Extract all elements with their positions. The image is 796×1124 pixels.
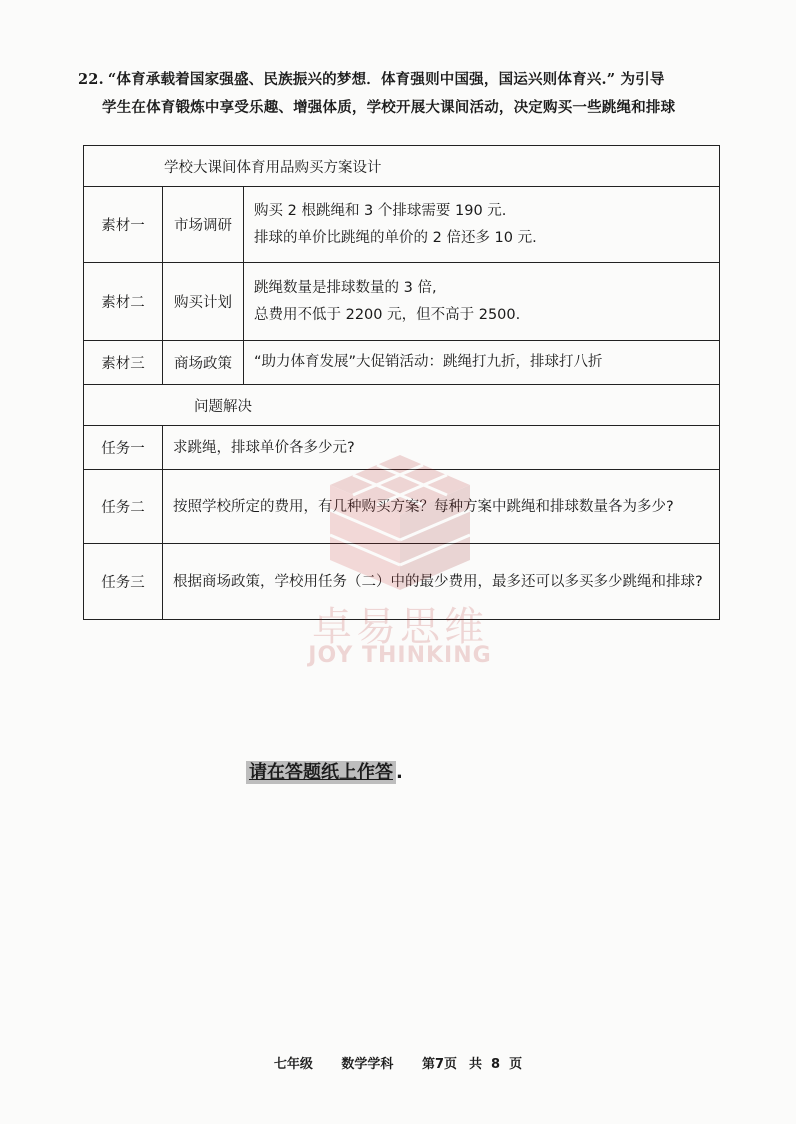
question-line-1: “体育承载着国家强盛、民族振兴的梦想．体育强则中国强，国运兴则体育兴.” 为引导 xyxy=(107,71,665,88)
material-sub: 购买计划 xyxy=(163,263,244,341)
answer-note-suffix: . xyxy=(396,762,403,783)
material-content xyxy=(244,341,720,385)
material-line: 排球的单价比跳绳的单价的 2 倍还多 10 元. xyxy=(254,229,537,246)
material-line: 购买 2 根跳绳和 3 个排球需要 190 元. xyxy=(254,202,507,219)
material-label: 素材一 xyxy=(84,187,163,263)
watermark-chinese: 卓易思维 xyxy=(312,604,488,650)
task-row-3 xyxy=(84,544,720,620)
material-line: 总费用不低于 2200 元，但不高于 2500. xyxy=(254,306,521,323)
task-label: 任务一 xyxy=(84,426,163,470)
material-content xyxy=(244,187,720,263)
task-row-2 xyxy=(84,470,720,544)
task-text: 按照学校所定的费用，有几种购买方案？每种方案中跳绳和排球数量各为多少? xyxy=(163,470,720,544)
footer-subject: 数学学科 xyxy=(341,1057,394,1072)
material-line: 跳绳数量是排球数量的 3 倍, xyxy=(254,279,437,296)
material-row-2 xyxy=(84,263,720,341)
material-label: 素材二 xyxy=(84,263,163,341)
footer-grade: 七年级 xyxy=(273,1057,313,1072)
plan-table xyxy=(83,145,720,620)
material-line: “助力体育发展”大促销活动：跳绳打九折，排球打八折 xyxy=(254,354,603,370)
material-row-1 xyxy=(84,187,720,263)
answer-note-text: 请在答题纸上作答 xyxy=(246,761,396,784)
question-number: 22. xyxy=(78,71,104,88)
answer-note xyxy=(246,758,403,784)
task-label: 任务三 xyxy=(84,544,163,620)
footer-page: 第7页 xyxy=(421,1057,457,1072)
material-row-3 xyxy=(84,341,720,385)
task-row-1 xyxy=(84,426,720,470)
question-line-2: 学生在体育锻炼中享受乐趣、增强体质，学校开展大课间活动，决定购买一些跳绳和排球 xyxy=(102,99,676,116)
task-label: 任务二 xyxy=(84,470,163,544)
page-footer xyxy=(0,1053,796,1072)
section-row xyxy=(84,385,720,426)
section-title: 问题解决 xyxy=(84,385,720,426)
material-content xyxy=(244,263,720,341)
material-label: 素材三 xyxy=(84,341,163,385)
table-title-row xyxy=(84,146,720,187)
material-sub: 市场调研 xyxy=(163,187,244,263)
footer-total: 共 8 页 xyxy=(468,1057,523,1072)
table-title: 学校大课间体育用品购买方案设计 xyxy=(84,146,720,187)
task-text: 求跳绳，排球单价各多少元? xyxy=(163,426,720,470)
question-text xyxy=(78,66,728,122)
material-sub: 商场政策 xyxy=(163,341,244,385)
watermark-english: JOY THINKING xyxy=(308,643,492,668)
task-text: 根据商场政策，学校用任务（二）中的最少费用，最多还可以多买多少跳绳和排球? xyxy=(163,544,720,620)
